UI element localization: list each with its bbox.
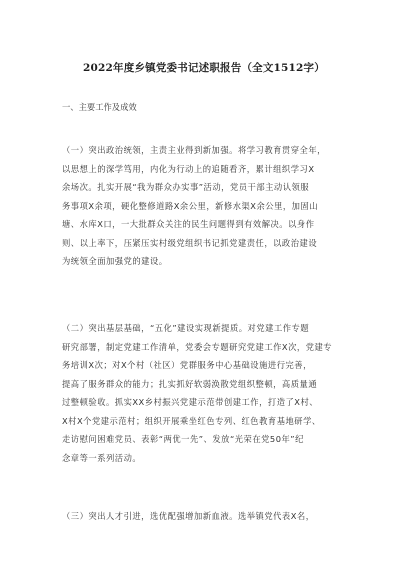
paragraph-line: 塘、水库X口，一大批群众关注的民生问题得到有效解决。以身作 (62, 219, 315, 229)
paragraph-line: 以思想上的深学笃用，内化为行动上的追随看齐，累计组织学习X (62, 163, 315, 174)
paragraph-line: （三）突出人才引进，选优配强增加新血液。选举镇党代表X名， (62, 511, 315, 521)
paragraph-line: 务培训X次；对X个村（社区）党群服务中心基础设施进行完善， (62, 360, 312, 370)
paragraph-line: 过整顿验收。抓实XX乡村振兴党建示范带创建工作，打造了X村、 (62, 397, 319, 407)
paragraph-line: 研究部署，制定党建工作清单，党委会专题研究党建工作X次，党建专 (62, 341, 333, 352)
paragraph-2 (62, 319, 362, 467)
paragraph-line: 余场次。扎实开展“我为群众办实事”活动，党员干部主动认领服 (62, 182, 310, 192)
paragraph-1 (62, 141, 362, 271)
paragraph-line: 则、以上率下，压紧压实村级党组织书记抓党建责任，以政治建设 (62, 237, 318, 248)
paragraph-line: 走访慰问困难党员、表彰“两优一先”、发放“光荣在党50年”纪 (62, 434, 304, 444)
paragraph-line: 提高了服务群众的能力；扎实抓好软弱涣散党组织整顿，高质量通 (62, 378, 318, 389)
paragraph-line: X村X个党建示范村；组织开展乘坐红色专列、红色教育基地研学、 (62, 415, 321, 426)
paragraph-line: （一）突出政治统领，主责主业得到新加强。将学习教育贯穿全年， (62, 145, 326, 155)
paragraph-line: （二）突出基层基础，“五化”建设实现新提质。对党建工作专题 (62, 323, 310, 333)
section-heading: 一、主要工作及成效 (62, 102, 137, 112)
paragraph-line: 念章等一系列活动。 (62, 452, 142, 463)
paragraph-line: 务事项X余项，硬化整修道路X余公里，新修水渠X余公里，加固山 (62, 200, 319, 211)
document-title: 2022年度乡镇党委书记述职报告（全文1512字） (83, 62, 325, 74)
paragraph-line: 为统领全面加强党的建设。 (62, 256, 168, 266)
paragraph-3 (62, 507, 362, 526)
